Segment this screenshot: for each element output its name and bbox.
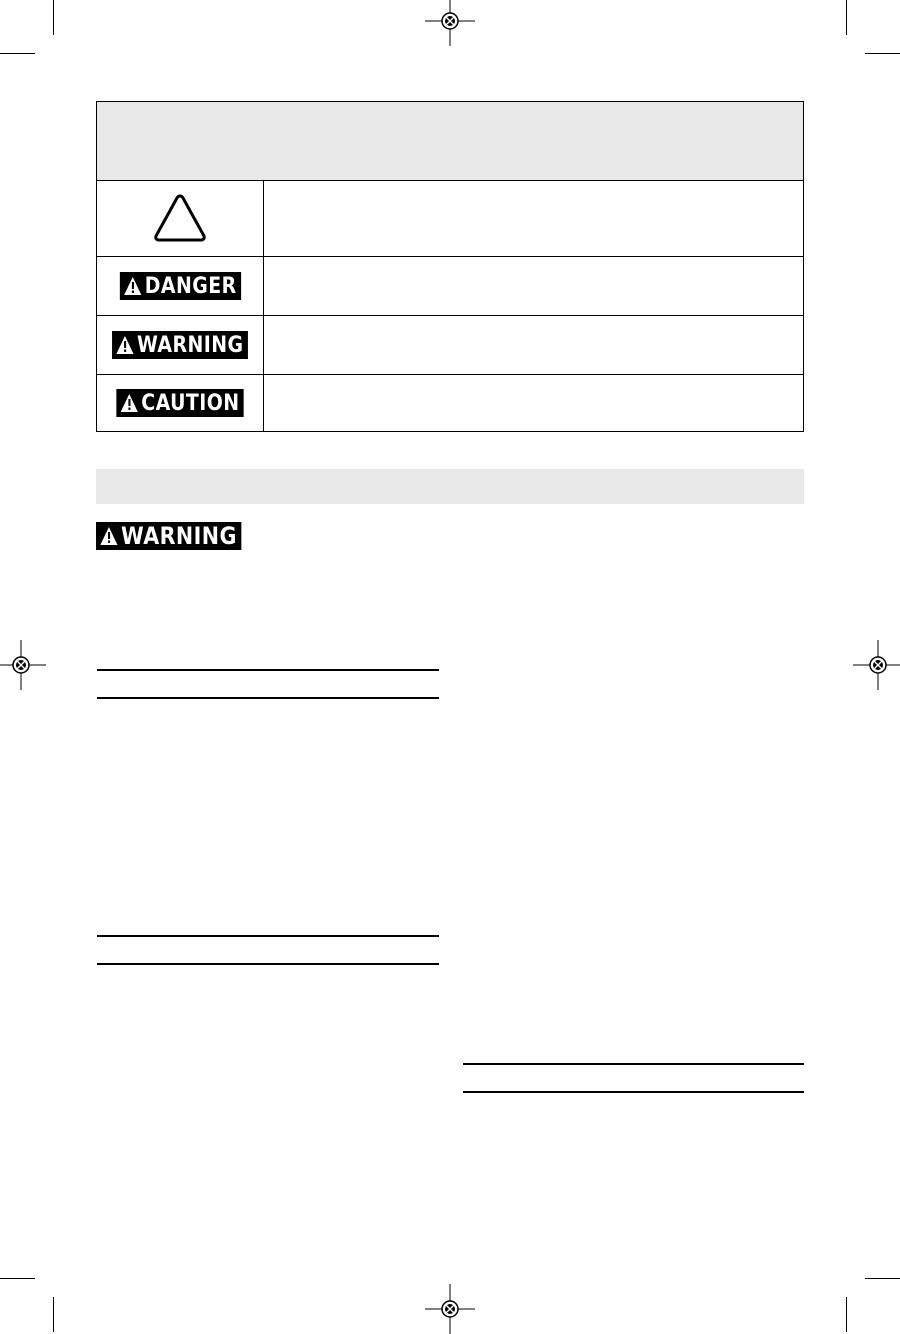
safety-row-text-cell <box>264 316 803 374</box>
safety-row-symbol-cell <box>97 316 264 374</box>
safety-row-warning <box>97 316 803 375</box>
subheading-rule-bottom-2 <box>97 963 439 965</box>
warning-signal-label <box>112 331 248 359</box>
alert-triangle-icon <box>152 192 208 244</box>
registration-mark-bottom <box>425 1284 475 1334</box>
alert-triangle-icon <box>99 526 118 546</box>
safety-row-text-cell <box>264 180 803 256</box>
subheading-rule-top-3 <box>463 1063 804 1065</box>
safety-row-alert-symbol <box>97 180 803 257</box>
crop-mark-bottom-right-vertical <box>846 1297 847 1332</box>
crop-mark-top-right-vertical <box>846 0 847 35</box>
safety-row-symbol-cell <box>97 257 264 315</box>
registration-mark-right <box>853 640 900 690</box>
crop-mark-top-left-vertical <box>53 0 54 35</box>
main-warning-label <box>96 522 241 550</box>
safety-symbols-table <box>96 101 804 432</box>
crop-mark-bottom-left-horizontal <box>0 1278 35 1279</box>
section-heading-bar <box>96 469 804 504</box>
registration-mark-left <box>0 640 46 690</box>
safety-row-text-cell <box>264 375 803 431</box>
alert-triangle-icon <box>116 335 135 355</box>
crop-mark-bottom-left-vertical <box>53 1297 54 1332</box>
safety-row-danger <box>97 257 803 316</box>
main-warning-label-text: WARNING <box>120 522 237 550</box>
safety-row-symbol-cell <box>97 375 264 431</box>
safety-row-caution <box>97 375 803 431</box>
subheading-rule-top-2 <box>97 935 439 937</box>
danger-signal-label <box>119 272 240 300</box>
alert-triangle-icon <box>120 393 139 413</box>
safety-table-header <box>97 102 803 181</box>
crop-mark-top-left-horizontal <box>0 53 35 54</box>
crop-mark-bottom-right-horizontal <box>865 1278 900 1279</box>
safety-row-symbol-cell <box>97 180 264 256</box>
subheading-rule-bottom-1 <box>97 697 439 699</box>
crop-mark-top-right-horizontal <box>865 53 900 54</box>
safety-row-text-cell <box>264 257 803 315</box>
warning-label-text: WARNING <box>137 332 244 358</box>
alert-triangle-icon <box>123 276 142 296</box>
caution-signal-label <box>116 389 243 417</box>
danger-label-text: DANGER <box>144 273 237 299</box>
registration-mark-top <box>425 0 475 46</box>
subheading-rule-bottom-3 <box>463 1091 804 1093</box>
subheading-rule-top-1 <box>97 669 439 671</box>
caution-label-text: CAUTION <box>141 390 240 416</box>
